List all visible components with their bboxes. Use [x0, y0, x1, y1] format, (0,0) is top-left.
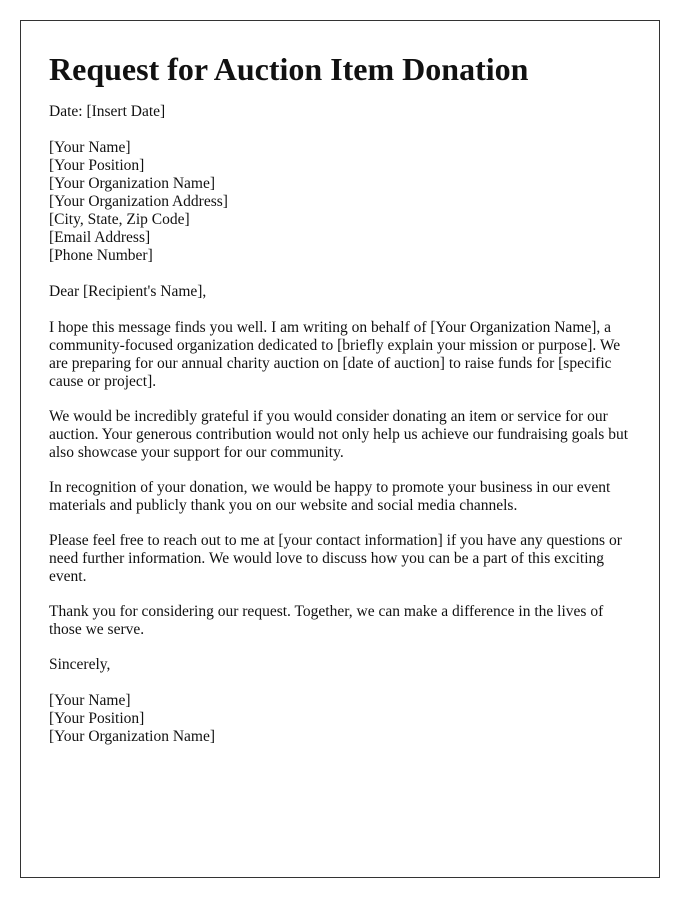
- sender-city-state-zip: [City, State, Zip Code]: [49, 211, 190, 228]
- sender-position: [Your Position]: [49, 157, 145, 174]
- signature-organization: [Your Organization Name]: [49, 728, 216, 745]
- closing: Sincerely,: [49, 656, 111, 673]
- body-paragraph-thanks: Thank you for considering our request. Together, we can make a difference in the lives of those we serve.: [49, 603, 604, 638]
- date-line: Date: [Insert Date]: [49, 103, 166, 120]
- signature-name: [Your Name]: [49, 692, 131, 709]
- sender-address-block: [49, 139, 631, 265]
- sender-address: [Your Organization Address]: [49, 193, 228, 210]
- signature-block: [49, 692, 631, 746]
- body-paragraph-recognition: In recognition of your donation, we would be happy to promote your business in our event materials and publicly thank you on our website and social media channels.: [49, 479, 611, 514]
- closing-block: [49, 656, 631, 674]
- body-paragraph-intro: I hope this message finds you well. I am writing on behalf of [Your Organization Name], a community-focused organization dedicated to [briefly explain your mission or purpose]. We are preparing for our annual charity auction on [date of auction] to raise funds for [specific cause or project].: [49, 319, 621, 390]
- sender-name: [Your Name]: [49, 139, 131, 156]
- body-paragraph-request: We would be incredibly grateful if you would consider donating an item or service for our auction. Your generous contribution would not only help us achieve our fundraising goals but also showcase your support for our community.: [49, 408, 629, 461]
- salutation: Dear [Recipient's Name],: [49, 283, 207, 300]
- body-paragraph-contact: Please feel free to reach out to me at [your contact information] if you have any questions or need further information. We would love to discuss how you can be a part of this exciting event.: [49, 532, 622, 585]
- letter-title: Request for Auction Item Donation: [49, 51, 529, 87]
- letter-page: [20, 20, 660, 878]
- sender-email: [Email Address]: [49, 229, 151, 246]
- signature-position: [Your Position]: [49, 710, 145, 727]
- sender-phone: [Phone Number]: [49, 247, 153, 264]
- date-block: [49, 103, 631, 121]
- sender-organization: [Your Organization Name]: [49, 175, 216, 192]
- salutation-block: [49, 283, 631, 301]
